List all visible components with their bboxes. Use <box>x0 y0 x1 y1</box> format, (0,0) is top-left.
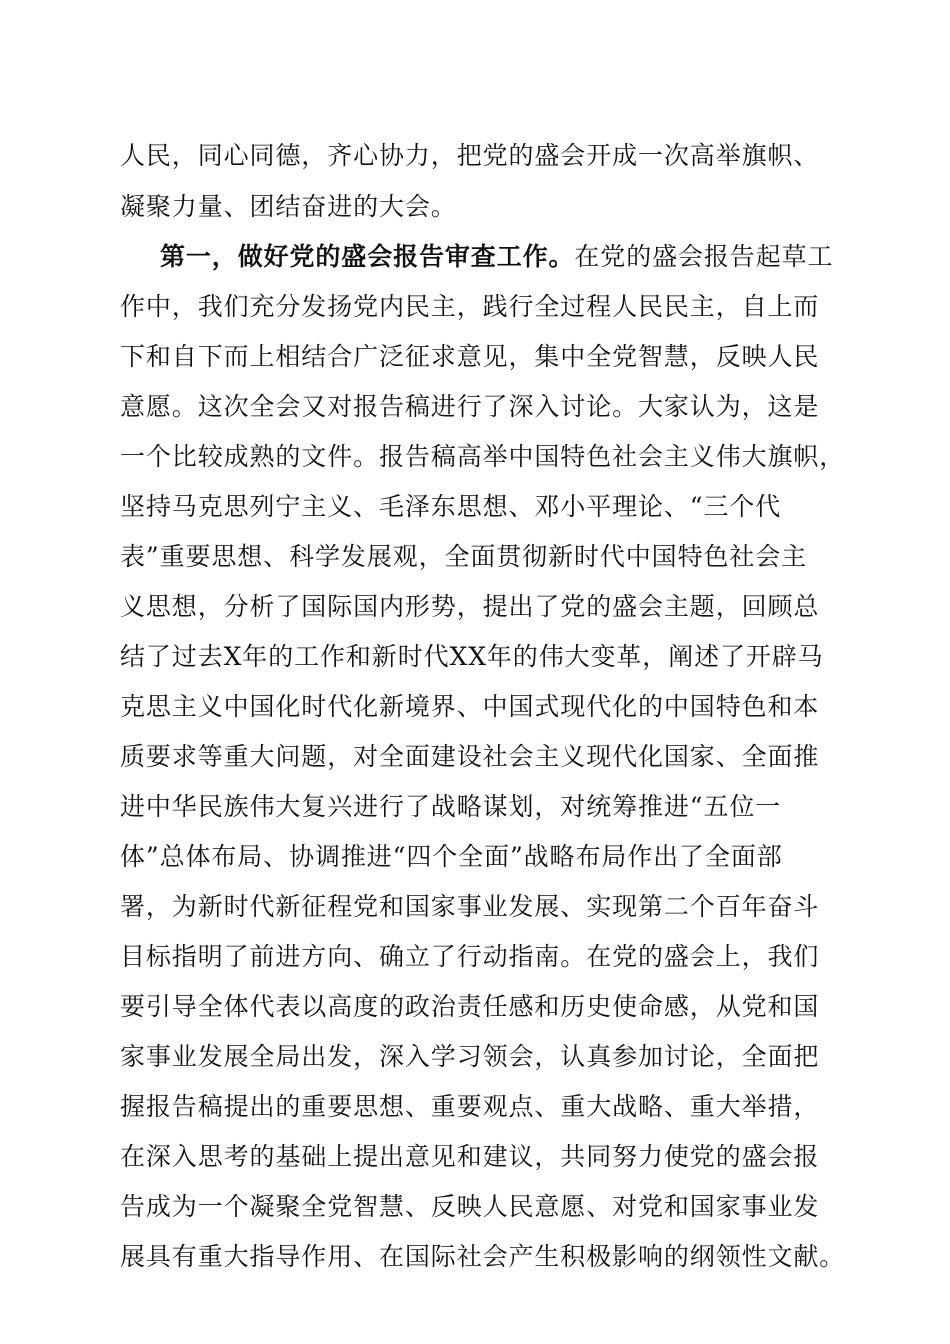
text-line: 结了过去X年的工作和新时代XX年的伟大变革，阐述了开辟马 <box>120 642 824 671</box>
text-line: 握报告稿提出的重要思想、重要观点、重大战略、重大举措， <box>120 1092 820 1121</box>
text-line: 进中华民族伟大复兴进行了战略谋划，对统筹推进“五位一 <box>120 792 782 821</box>
section-number: 第一， <box>160 242 238 271</box>
text-line: 义思想，分析了国际国内形势，提出了党的盛会主题，回顾总 <box>120 592 820 621</box>
text-line: 体”总体布局、协调推进“四个全面”战略布局作出了全面部 <box>120 842 783 871</box>
text-line: 在深入思考的基础上提出意见和建议，共同努力使党的盛会报 <box>120 1142 820 1171</box>
text-line: 意愿。这次全会又对报告稿进行了深入讨论。大家认为，这是 <box>120 392 820 421</box>
section-heading-line <box>160 237 834 277</box>
text-line: 作中，我们充分发扬党内民主，践行全过程人民民主，自上而 <box>120 292 820 321</box>
section-title-rest: 在党的盛会报告起草工 <box>574 242 834 271</box>
text-line: 质要求等重大问题，对全面建设社会主义现代化国家、全面推 <box>120 742 820 771</box>
text-line: 一个比较成熟的文件。报告稿高举中国特色社会主义伟大旗帜， <box>120 442 846 471</box>
section-title-bold: 做好党的盛会报告审查工作。 <box>237 242 575 271</box>
text-line: 要引导全体代表以高度的政治责任感和历史使命感，从党和国 <box>120 992 820 1021</box>
text-line: 人民，同心同德，齐心协力，把党的盛会开成一次高举旗帜、 <box>120 141 820 170</box>
text-line: 坚持马克思列宁主义、毛泽东思想、邓小平理论、“三个代 <box>120 492 782 521</box>
text-line: 展具有重大指导作用、在国际社会产生积极影响的纲领性文献。 <box>120 1242 846 1271</box>
text-line: 表”重要思想、科学发展观，全面贯彻新时代中国特色社会主 <box>120 542 808 571</box>
section-title <box>238 242 834 271</box>
text-line: 凝聚力量、团结奋进的大会。 <box>120 192 457 221</box>
text-line: 克思主义中国化时代化新境界、中国式现代化的中国特色和本 <box>120 692 820 721</box>
text-line: 告成为一个凝聚全党智慧、反映人民意愿、对党和国家事业发 <box>120 1192 820 1221</box>
text-line: 目标指明了前进方向、确立了行动指南。在党的盛会上，我们 <box>120 942 820 971</box>
text-line: 下和自下而上相结合广泛征求意见，集中全党智慧，反映人民 <box>120 342 820 371</box>
text-line: 署，为新时代新征程党和国家事业发展、实现第二个百年奋斗 <box>120 892 820 921</box>
text-line: 家事业发展全局出发，深入学习领会，认真参加讨论，全面把 <box>120 1042 820 1071</box>
